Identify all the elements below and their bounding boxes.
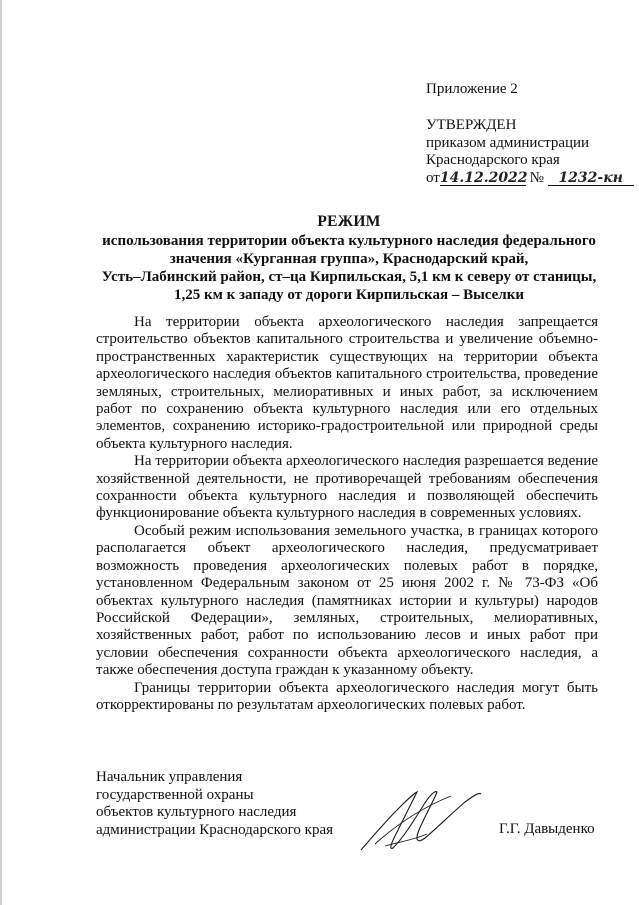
- body-paragraph: Особый режим использования земельного участка, в границах которого располагается объект археологического наследия, предусматривает возможность проведения археологических полевых работ в порядке, установленном Федеральным законом от 25 июня 2002 г. № 73-ФЗ «Об объектах культурного наследия (памятниках истории и культуры) народов Российской Федерации», земляных, строительных, мелиоративных, хозяйственных работ, работ по использованию лесов и иных работ при условии обеспечения сохранности объекта археологического наследия, а также обеспечения доступа граждан к указанному объекту.: [96, 522, 598, 679]
- signatory-line: Начальник управления: [96, 769, 243, 785]
- title-line: Усть–Лабинский район, ст–ца Кирпильская, 5,1 км к северу от станицы,: [101, 269, 597, 285]
- body-paragraph: Границы территории объекта археологического наследия могут быть откорректированы по результатам археологических полевых работ.: [96, 679, 598, 713]
- approval-heading: УТВЕРЖДЕН: [426, 117, 517, 133]
- approval-line-1: приказом администрации: [426, 134, 590, 151]
- title-line: использования территории объекта культурного наследия федерального: [102, 233, 596, 249]
- signatory-line: администрации Краснодарского края: [96, 821, 334, 838]
- approval-line-2: Краснодарского края: [426, 152, 560, 168]
- page-edge: [0, 0, 2, 905]
- document-body: [96, 314, 598, 714]
- document-title: [96, 213, 602, 304]
- signatory-line: государственной охраны: [96, 786, 254, 803]
- signatory-name: Г.Г. Давыденко: [499, 821, 595, 837]
- signatory-title: [96, 769, 333, 839]
- signatory-line: объектов культурного наследия: [96, 804, 297, 820]
- body-paragraph: На территории объекта археологического наследия разрешается ведение хозяйственной деятельности, не противоречащей требованиям обеспечения сохранности объекта культурного наследия и позволяющей обеспечить функционирование объекта культурного наследия в современных условиях.: [96, 453, 598, 522]
- handwritten-signature: [355, 786, 485, 856]
- approval-number-handwritten: 1232-кн: [548, 172, 634, 186]
- approval-from-prefix: от: [426, 169, 440, 186]
- approval-block: [426, 117, 634, 187]
- approval-number-label: №: [529, 169, 544, 186]
- approval-date-handwritten: 14.12.2022: [439, 169, 528, 186]
- body-paragraph: На территории объекта археологического наследия запрещается строительство объектов капитального строительства и увеличение объемно-пространственных характеристик существующих на территории объекта археологического наследия объектов капитального строительства, проведение земляных, строительных, мелиоративных и иных работ, за исключением работ по сохранению объекта культурного наследия или его отдельных элементов, сохранению историко-градостроительной или природной среды объекта культурного наследия.: [96, 314, 598, 452]
- title-line: 1,25 км к западу от дороги Кирпильская – Выселки: [174, 287, 524, 303]
- approval-order-line: [426, 170, 634, 188]
- title-line: значения «Курганная группа», Краснодарский край,: [169, 251, 529, 267]
- title-heading: РЕЖИМ: [317, 213, 381, 230]
- annex-label: Приложение 2: [426, 81, 518, 97]
